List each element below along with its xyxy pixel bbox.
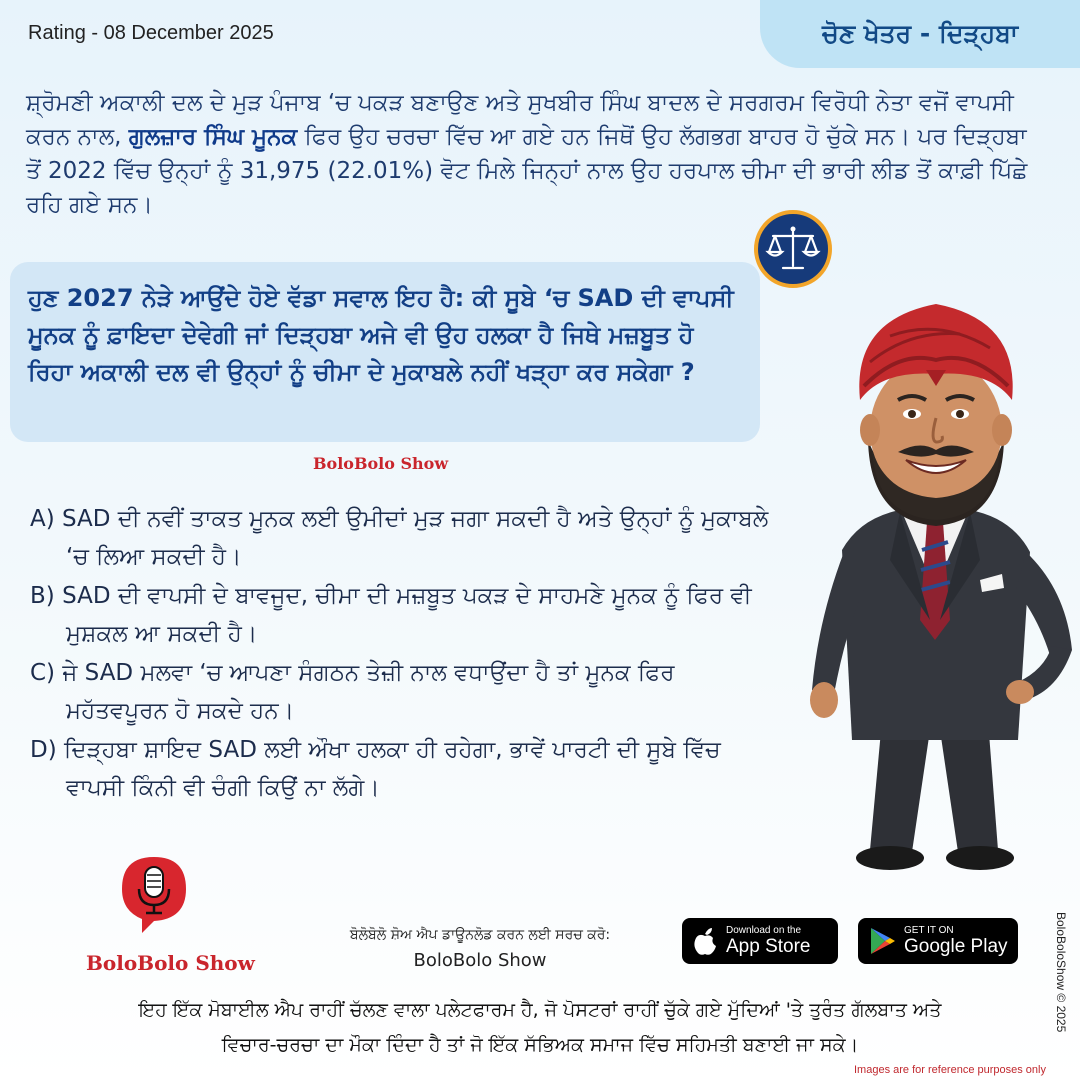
intro-text-end: ਫਿਰ ਉਹ ਚਰਚਾ ਵਿੱਚ ਆ ਗਏ ਹਨ ਜਿਥੋਂ ਉਹ ਲੱਗਭਗ ਬਾਹਰ ਹੋ ਚੁੱਕੇ ਸਨ। ਪਰ ਦਿੜ੍ਹਬਾ ਤੋਂ 2022 ਵਿੱਚ ਉਨ੍ਹਾਂ ਨੂੰ 31,975 (22.01%) ਵੋਟ ਮਿਲੇ ਜਿਨ੍ਹਾਂ ਨਾਲ ਉਹ ਹਰਪਾਲ ਚੀਮਾ ਦੀ ਭਾਰੀ ਲੀਡ ਤੋਂ ਕਾਫ਼ੀ ਪਿੱਛੇ ਰਹਿ ਗਏ ਸਨ। (26, 124, 1028, 218)
date-label: Rating - 08 December 2025 (28, 22, 274, 44)
google-play-button[interactable] (858, 918, 1018, 964)
gplay-big-text: Google Play (904, 936, 1008, 957)
intro-text-start: ਸ਼੍ਰੋਮਣੀ ਅਕਾਲੀ ਦਲ ਦੇ ਮੁੜ ਪੰਜਾਬ ‘ਚ ਪਕੜ ਬਣਾਉਣ ਅਤੇ ਸੁਖਬੀਰ ਸਿੰਘ ਬਾਦਲ ਦੇ ਸਰਗਰਮ ਵਿਰੋਧੀ ਨੇਤਾ ਵਜੋਂ ਵਾਪਸੀ ਕਰਨ ਨਾਲ, (26, 90, 1014, 150)
option-a[interactable]: A) SAD ਦੀ ਨਵੀਂ ਤਾਕਤ ਮੂਨਕ ਲਈ ਉਮੀਦਾਂ ਮੁੜ ਜਗਾ ਸਕਦੀ ਹੈ ਅਤੇ ਉਨ੍ਹਾਂ ਨੂੰ ਮੁਕਾਬਲੇ ‘ਚ ਲਿਆ ਸਕਦੀ ਹੈ। (30, 506, 769, 570)
intro-paragraph (26, 86, 1046, 222)
app-store-button[interactable] (682, 918, 838, 964)
copyright-vertical (1040, 910, 1068, 1060)
copyright-text: BoloBoloShow © 2025 (1054, 912, 1068, 1033)
constituency-badge: ਚੋਣ ਖੇਤਰ - ਦਿੜ੍ਹਬਾ (760, 0, 1080, 68)
candidate-name: ਗੁਲਜ਼ਾਰ ਸਿੰਘ ਮੂਨਕ (128, 124, 298, 150)
brand-logo-text: BoloBolo Show (86, 951, 255, 975)
apple-icon (692, 926, 718, 956)
footer-line-2: ਵਿਚਾਰ-ਚਰਚਾ ਦਾ ਮੌਕਾ ਦਿੰਦਾ ਹੈ ਤਾਂ ਜੋ ਇੱਕ ਸੱਭਿਅਕ ਸਮਾਜ ਵਿੱਚ ਸਹਿਮਤੀ ਬਣਾਈ ਜਾ ਸਕੇ। (221, 1034, 859, 1056)
footer-line-1: ਇਹ ਇੱਕ ਮੋਬਾਈਲ ਐਪ ਰਾਹੀਂ ਚੱਲਣ ਵਾਲਾ ਪਲੇਟਫਾਰਮ ਹੈ, ਜੋ ਪੋਸਟਰਾਂ ਰਾਹੀਂ ਚੁੱਕੇ ਗਏ ਮੁੱਦਿਆਂ 'ਤੇ ਤੁਰੰਤ ਗੱਲਬਾਤ ਅਤੇ (138, 999, 942, 1021)
brand-watermark: BoloBolo Show (313, 454, 449, 473)
question-box (10, 262, 760, 442)
disclaimer-text: Images are for reference purposes only (854, 1064, 1046, 1076)
app-name: BoloBolo Show (413, 950, 547, 971)
app-search-prompt (300, 922, 660, 974)
option-b[interactable]: B) SAD ਦੀ ਵਾਪਸੀ ਦੇ ਬਾਵਜੂਦ, ਚੀਮਾ ਦੀ ਮਜ਼ਬੂਤ ਪਕੜ ਦੇ ਸਾਹਮਣੇ ਮੂਨਕ ਨੂੰ ਫਿਰ ਵੀ ਮੁਸ਼ਕਲ ਆ ਸਕਦੀ ਹੈ। (30, 583, 752, 647)
appstore-big-text: App Store (726, 936, 811, 957)
microphone-icon (118, 853, 190, 935)
options-list (30, 500, 780, 808)
gplay-small-text: GET IT ON (904, 925, 954, 936)
question-text: ਹੁਣ 2027 ਨੇੜੇ ਆਉਂਦੇ ਹੋਏ ਵੱਡਾ ਸਵਾਲ ਇਹ ਹੈ: ਕੀ ਸੂਬੇ ‘ਚ SAD ਦੀ ਵਾਪਸੀ ਮੂਨਕ ਨੂੰ ਫ਼ਾਇਦਾ ਦੇਵੇਗੀ ਜਾਂ ਦਿੜ੍ਹਬਾ ਅਜੇ ਵੀ ਉਹ ਹਲਕਾ ਹੈ ਜਿਥੇ ਮਜ਼ਬੂਤ ਹੋ ਰਿਹਾ ਅਕਾਲੀ ਦਲ ਵੀ ਉਨ੍ਹਾਂ ਨੂੰ ਚੀਮਾ ਦੇ ਮੁਕਾਬਲੇ ਨਹੀਂ ਖੜ੍ਹਾ ਕਰ ਸਕੇਗਾ ? (28, 284, 734, 386)
footer-description (40, 993, 1040, 1063)
appstore-small-text: Download on the (726, 925, 802, 936)
search-prompt-text: ਬੋਲੋਬੋਲੋ ਸ਼ੋਅ ਐਪ ਡਾਊਨਲੋਡ ਕਰਨ ਲਈ ਸਰਚ ਕਰੋ: (349, 927, 611, 943)
option-d[interactable]: D) ਦਿੜ੍ਹਬਾ ਸ਼ਾਇਦ SAD ਲਈ ਔਖਾ ਹਲਕਾ ਹੀ ਰਹੇਗਾ, ਭਾਵੇਂ ਪਾਰਟੀ ਦੀ ਸੂਬੇ ਵਿੱਚ ਵਾਪਸੀ ਕਿੰਨੀ ਵੀ ਚੰਗੀ ਕਿਉਂ ਨਾ ਲੱਗੇ। (30, 737, 721, 801)
option-c[interactable]: C) ਜੇ SAD ਮਲਵਾ ‘ਚ ਆਪਣਾ ਸੰਗਠਨ ਤੇਜ਼ੀ ਨਾਲ ਵਧਾਉਂਦਾ ਹੈ ਤਾਂ ਮੂਨਕ ਫਿਰ ਮਹੱਤਵਪੂਰਨ ਹੋ ਸਕਦੇ ਹਨ। (30, 660, 675, 724)
google-play-icon (868, 926, 896, 956)
politician-caricature (790, 290, 1080, 880)
scales-of-justice-icon (754, 210, 832, 288)
